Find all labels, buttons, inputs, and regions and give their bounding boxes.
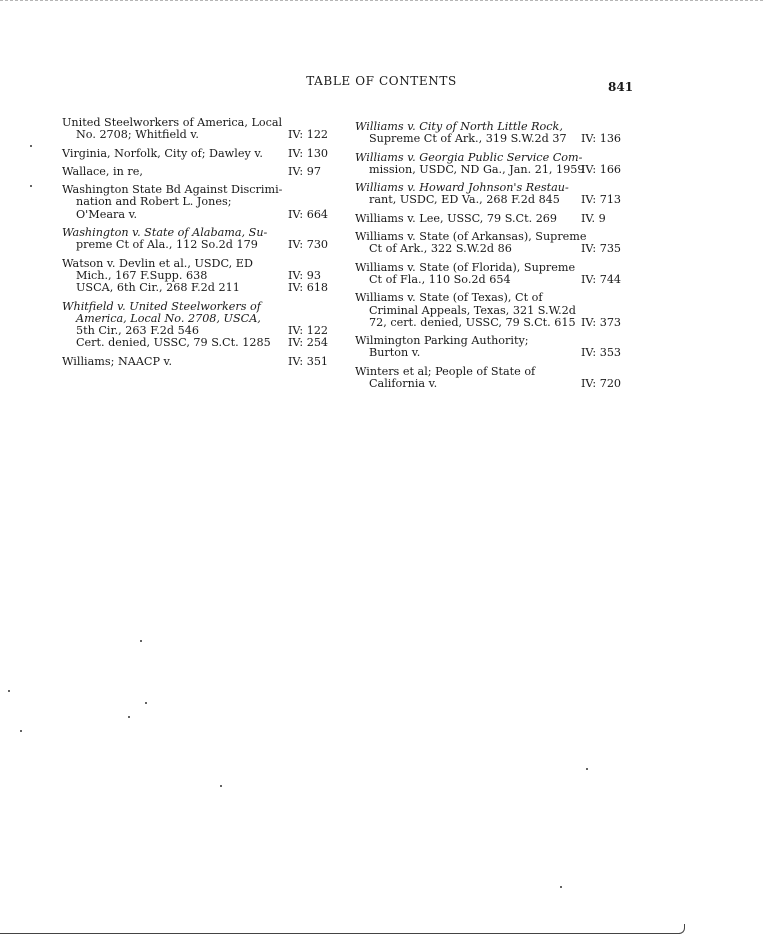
- scan-speck: [140, 640, 142, 642]
- toc-line: [62, 148, 340, 160]
- entry-text: No. 2708; Whitfield v.: [76, 128, 199, 142]
- page-top-border: [0, 0, 763, 1]
- volume-page-ref: IV: 730: [288, 238, 329, 252]
- toc-line: [355, 305, 631, 317]
- entry-text: nation and Robert L. Jones;: [76, 195, 232, 209]
- toc-entry: [62, 166, 340, 178]
- entry-text: Williams v. Lee, USSC, 79 S.Ct. 269: [355, 211, 558, 225]
- toc-right-column: [355, 121, 631, 396]
- volume-page-ref: IV: 373: [581, 315, 622, 329]
- entry-text: mission, USDC, ND Ga., Jan. 21, 1959: [369, 162, 585, 176]
- toc-line: [355, 243, 631, 255]
- entry-text: Supreme Ct of Ark., 319 S.W.2d 37: [369, 132, 567, 146]
- toc-line: [62, 196, 340, 208]
- entry-text: Williams v. State (of Texas), Ct of: [355, 291, 543, 305]
- entry-text: Williams; NAACP v.: [62, 354, 173, 368]
- toc-line: [355, 317, 631, 329]
- entry-text: Watson v. Devlin et al., USDC, ED: [62, 256, 253, 270]
- entry-text: Ct of Ark., 322 S.W.2d 86: [369, 242, 512, 256]
- toc-line: [62, 282, 340, 294]
- volume-page-ref: IV: 136: [581, 132, 622, 146]
- entry-text: O'Meara v.: [76, 207, 138, 221]
- toc-entry: [355, 262, 631, 287]
- volume-page-ref: IV. 9: [581, 211, 606, 225]
- entry-text: Williams v. Georgia Public Service Com-: [355, 150, 583, 164]
- volume-page-ref: IV: 166: [581, 162, 622, 176]
- volume-page-ref: IV: 97: [288, 164, 321, 178]
- toc-entry: [62, 117, 340, 142]
- volume-page-ref: IV: 618: [288, 281, 329, 295]
- toc-line: [62, 166, 340, 178]
- entry-text: preme Ct of Ala., 112 So.2d 179: [76, 238, 258, 252]
- volume-page-ref: IV: 735: [581, 242, 622, 256]
- entry-text: America, Local No. 2708, USCA,: [76, 311, 261, 325]
- page-title: TABLE OF CONTENTS: [306, 74, 457, 88]
- toc-entry: [355, 213, 631, 225]
- toc-entry: [62, 258, 340, 295]
- entry-text: Wallace, in re,: [62, 164, 143, 178]
- volume-page-ref: IV: 353: [581, 346, 622, 360]
- toc-entry: [355, 231, 631, 256]
- toc-line: [355, 194, 631, 206]
- toc-entry: [355, 152, 631, 177]
- page-number: 841: [608, 80, 634, 94]
- volume-page-ref: IV: 93: [288, 268, 321, 282]
- toc-entry: [62, 227, 340, 252]
- entry-text: Wilmington Parking Authority;: [355, 334, 529, 348]
- entry-text: Williams v. State (of Arkansas), Supreme: [355, 230, 587, 244]
- entry-text: Cert. denied, USSC, 79 S.Ct. 1285: [76, 336, 271, 350]
- entry-text: Mich., 167 F.Supp. 638: [76, 268, 208, 282]
- toc-line: [62, 356, 340, 368]
- entry-text: Virginia, Norfolk, City of; Dawley v.: [62, 146, 263, 160]
- toc-entry: [355, 121, 631, 146]
- entry-text: 5th Cir., 263 F.2d 546: [76, 324, 199, 338]
- toc-entry: [62, 301, 340, 350]
- toc-left-column: [62, 117, 340, 374]
- scan-speck: [30, 145, 32, 147]
- entry-text: USCA, 6th Cir., 268 F.2d 211: [76, 281, 240, 295]
- toc-entry: [355, 182, 631, 207]
- page-corner-curl: [676, 924, 685, 934]
- entry-text: Washington State Bd Against Discrimi-: [62, 183, 283, 197]
- volume-page-ref: IV: 351: [288, 354, 329, 368]
- toc-entry: [62, 356, 340, 368]
- toc-line: [355, 347, 631, 359]
- toc-line: [355, 133, 631, 145]
- entry-text: Criminal Appeals, Texas, 321 S.W.2d: [369, 303, 576, 317]
- volume-page-ref: IV: 744: [581, 272, 622, 286]
- scan-speck: [220, 785, 222, 787]
- toc-line: [62, 337, 340, 349]
- entry-text: Washington v. State of Alabama, Su-: [62, 226, 268, 240]
- entry-text: Williams v. State (of Florida), Supreme: [355, 260, 576, 274]
- toc-line: [62, 209, 340, 221]
- toc-line: [62, 301, 340, 313]
- toc-line: [62, 239, 340, 251]
- toc-entry: [62, 148, 340, 160]
- scan-speck: [8, 690, 10, 692]
- entry-text: Williams v. City of North Little Rock,: [355, 120, 563, 133]
- entry-text: Winters et al; People of State of: [355, 364, 536, 378]
- scan-speck: [30, 185, 32, 187]
- volume-page-ref: IV: 720: [581, 377, 622, 391]
- entry-text: Burton v.: [369, 346, 421, 360]
- toc-entry: [62, 184, 340, 221]
- volume-page-ref: IV: 664: [288, 207, 329, 221]
- volume-page-ref: IV: 254: [288, 336, 329, 350]
- page-bottom-rule: [0, 933, 680, 934]
- toc-line: [355, 292, 631, 304]
- scan-speck: [560, 886, 562, 888]
- entry-text: Williams v. Howard Johnson's Restau-: [355, 181, 569, 195]
- toc-line: [355, 274, 631, 286]
- toc-entry: [355, 335, 631, 360]
- volume-page-ref: IV: 713: [581, 193, 622, 207]
- volume-page-ref: IV: 130: [288, 146, 329, 160]
- entry-text: Whitfield v. United Steelworkers of: [62, 299, 261, 313]
- scan-speck: [20, 730, 22, 732]
- volume-page-ref: IV: 122: [288, 128, 329, 142]
- scan-speck: [145, 702, 147, 704]
- toc-entry: [355, 366, 631, 391]
- entry-text: California v.: [369, 377, 438, 391]
- entry-text: United Steelworkers of America, Local: [62, 116, 283, 129]
- toc-line: [355, 213, 631, 225]
- scan-speck: [586, 768, 588, 770]
- entry-text: 72, cert. denied, USSC, 79 S.Ct. 615: [369, 315, 576, 329]
- toc-line: [62, 129, 340, 141]
- volume-page-ref: IV: 122: [288, 324, 329, 338]
- entry-text: rant, USDC, ED Va., 268 F.2d 845: [369, 193, 560, 207]
- scan-speck: [128, 716, 130, 718]
- toc-line: [355, 378, 631, 390]
- toc-entry: [355, 292, 631, 329]
- toc-line: [355, 164, 631, 176]
- entry-text: Ct of Fla., 110 So.2d 654: [369, 272, 511, 286]
